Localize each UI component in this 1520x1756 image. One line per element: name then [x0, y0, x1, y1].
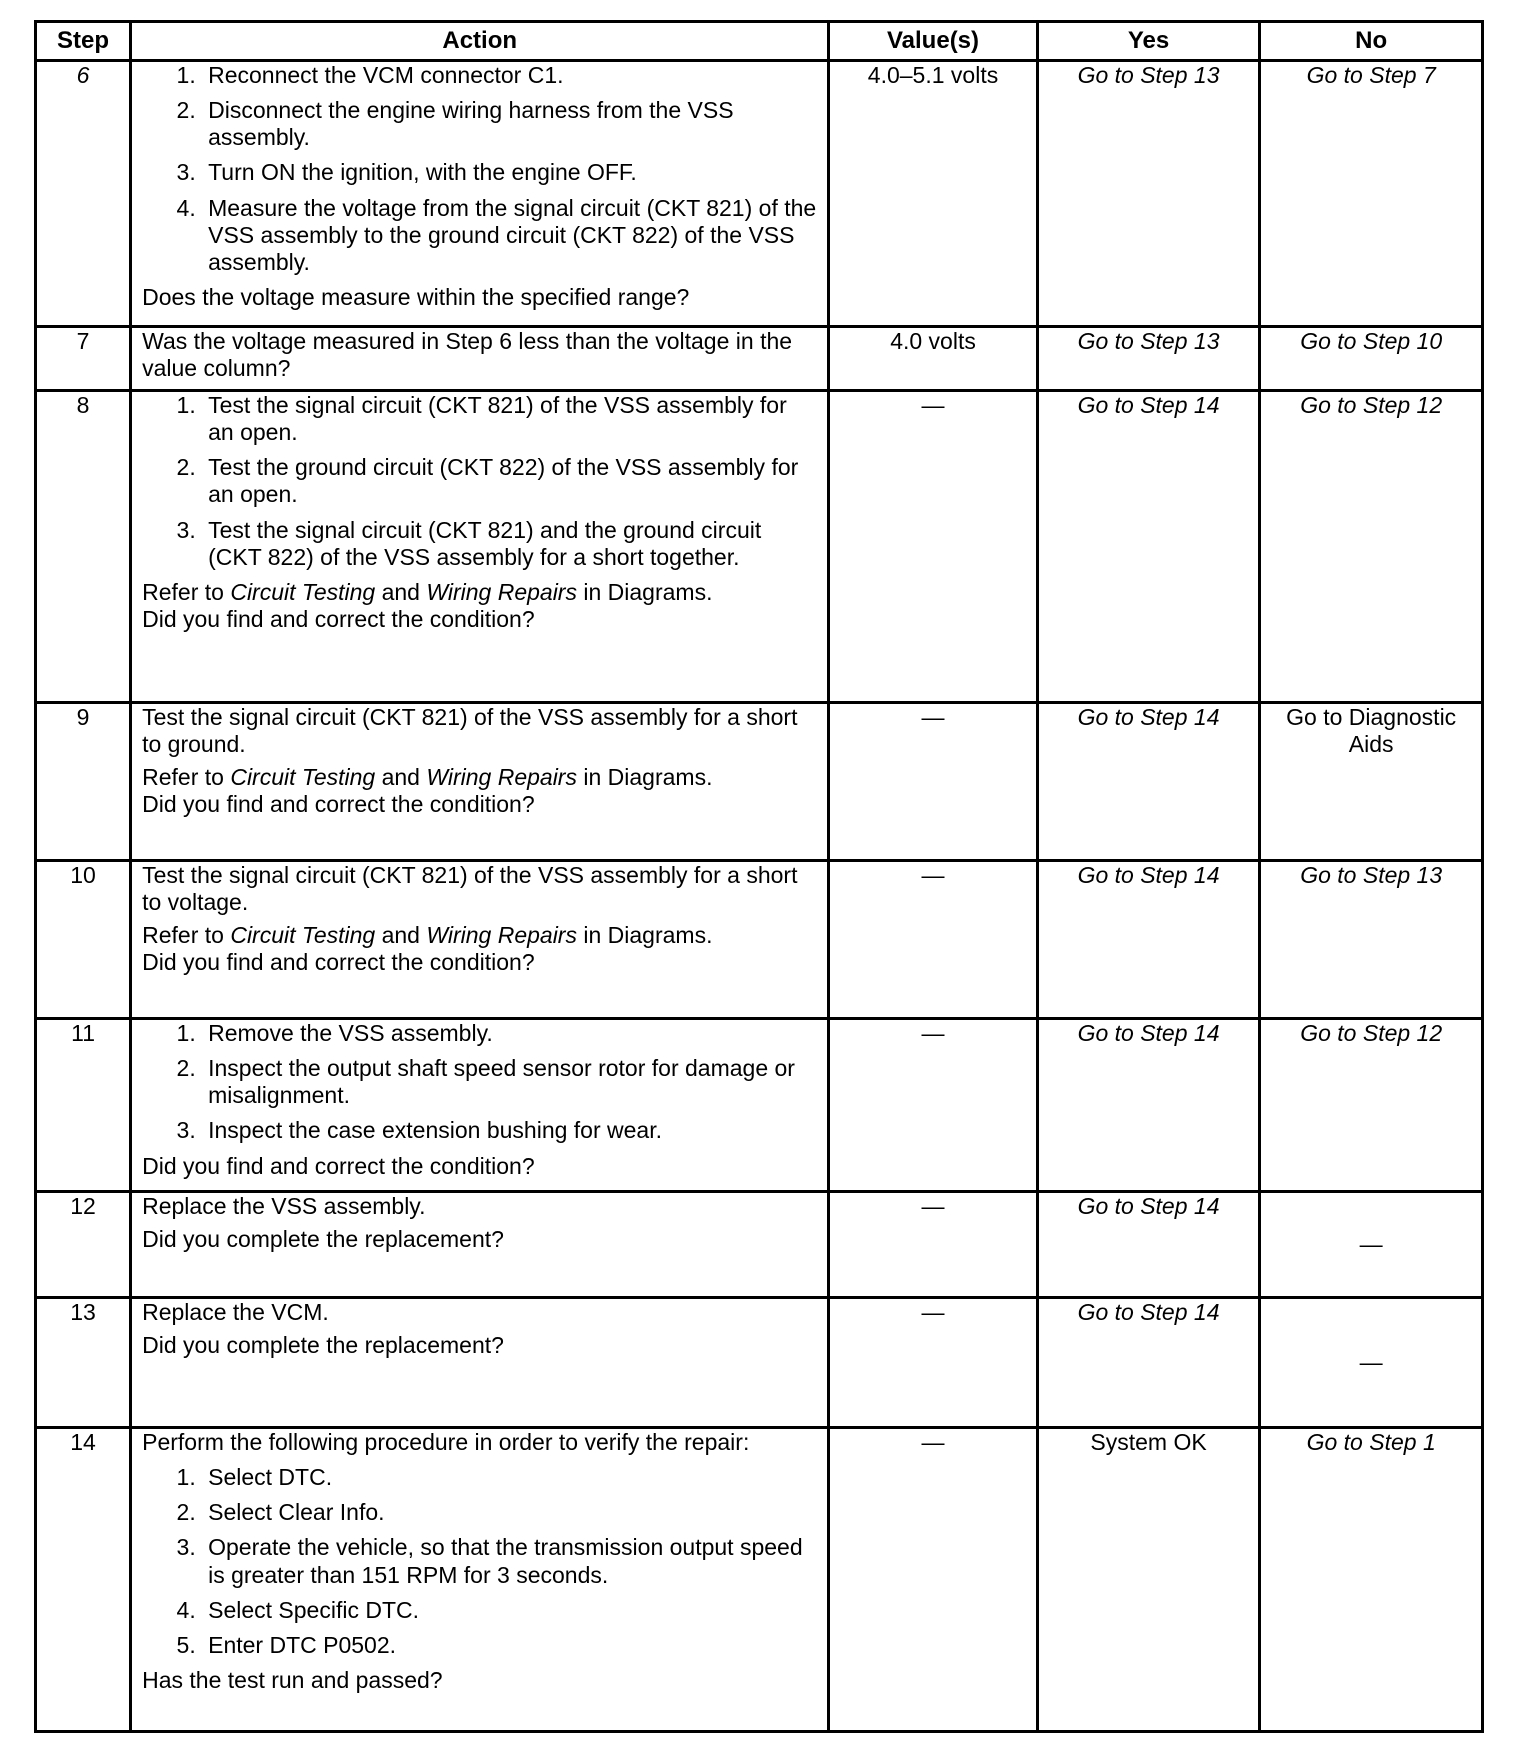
table-row-step-9: [36, 703, 1483, 861]
table-row-step-6: [36, 61, 1483, 327]
question: Did you complete the replacement?: [142, 1332, 504, 1359]
action-step: 1. Remove the VSS assembly.: [202, 1020, 817, 1047]
action-cell: [131, 1192, 829, 1298]
no-cell: —: [1260, 1192, 1483, 1298]
action-cell: [131, 1019, 829, 1192]
action-text: Test the signal circuit (CKT 821) of the VSS assembly for a short to ground.: [142, 704, 798, 758]
action-step: 3. Operate the vehicle, so that the transmission output speed is greater than 151 RPM for 3 seconds.: [202, 1534, 817, 1588]
no-cell: —: [1260, 1298, 1483, 1428]
action-step: 1. Reconnect the VCM connector C1.: [202, 62, 817, 89]
action-cell: [131, 391, 829, 703]
action-intro: Perform the following procedure in order to verify the repair:: [142, 1429, 750, 1455]
no-cell: Go to Diagnostic Aids: [1260, 703, 1483, 861]
no-cell: Go to Step 12: [1260, 391, 1483, 703]
action-cell: [131, 1428, 829, 1732]
no-cell: Go to Step 13: [1260, 861, 1483, 1019]
value-cell: 4.0 volts: [829, 327, 1037, 391]
table-row-step-11: [36, 1019, 1483, 1192]
reference-circuit-testing: Circuit Testing: [230, 578, 376, 605]
reference-text: Refer to Circuit Testing and Wiring Repairs in Diagrams.: [142, 764, 713, 791]
yes-cell: Go to Step 13: [1037, 327, 1260, 391]
action-text: Replace the VCM.: [142, 1299, 329, 1325]
yes-cell: Go to Step 14: [1037, 1192, 1260, 1298]
reference-circuit-testing: Circuit Testing: [230, 922, 376, 949]
action-step: 2. Inspect the output shaft speed sensor rotor for damage or misalignment.: [202, 1055, 817, 1109]
yes-cell: Go to Step 14: [1037, 861, 1260, 1019]
step-number: 10: [36, 861, 131, 1019]
reference-wiring-repairs: Wiring Repairs: [426, 578, 577, 605]
step-number: 14: [36, 1428, 131, 1732]
no-cell: Go to Step 10: [1260, 327, 1483, 391]
step-number: 6: [36, 61, 131, 327]
step-number: 11: [36, 1019, 131, 1192]
action-step: 4. Measure the voltage from the signal circuit (CKT 821) of the VSS assembly to the ground circuit (CKT 822) of the VSS assembly.: [202, 195, 817, 276]
header-values: Value(s): [829, 22, 1037, 61]
step-number: 8: [36, 391, 131, 703]
action-step: 2. Select Clear Info.: [202, 1499, 817, 1526]
reference-text: Refer to Circuit Testing and Wiring Repairs in Diagrams.: [142, 922, 713, 949]
header-step: Step: [36, 22, 131, 61]
table-row-step-14: [36, 1428, 1483, 1732]
value-cell: —: [829, 1428, 1037, 1732]
action-step: 1. Test the signal circuit (CKT 821) of the VSS assembly for an open.: [202, 392, 817, 446]
question: Did you find and correct the condition?: [142, 791, 535, 818]
table-row-step-10: [36, 861, 1483, 1019]
reference-wiring-repairs: Wiring Repairs: [426, 922, 577, 949]
action-cell: [131, 327, 829, 391]
value-cell: —: [829, 1192, 1037, 1298]
table-row-step-12: [36, 1192, 1483, 1298]
value-cell: —: [829, 861, 1037, 1019]
value-cell: 4.0–5.1 volts: [829, 61, 1037, 327]
action-cell: [131, 861, 829, 1019]
action-step: 2. Disconnect the engine wiring harness from the VSS assembly.: [202, 97, 817, 151]
action-cell: [131, 1298, 829, 1428]
no-cell: Go to Step 1: [1260, 1428, 1483, 1732]
no-cell: Go to Step 12: [1260, 1019, 1483, 1192]
table-row-step-7: [36, 327, 1483, 391]
yes-cell: Go to Step 14: [1037, 1298, 1260, 1428]
action-steps: [142, 392, 817, 571]
no-cell: Go to Step 7: [1260, 61, 1483, 327]
yes-cell: Go to Step 13: [1037, 61, 1260, 327]
yes-cell: Go to Step 14: [1037, 1019, 1260, 1192]
action-text: Was the voltage measured in Step 6 less than the voltage in the value column?: [142, 328, 793, 382]
value-cell: —: [829, 391, 1037, 703]
header-row: [36, 22, 1483, 61]
question: Did you find and correct the condition?: [142, 949, 535, 976]
reference-text: Refer to Circuit Testing and Wiring Repairs in Diagrams.: [142, 578, 713, 605]
action-step: 3. Test the signal circuit (CKT 821) and the ground circuit (CKT 822) of the VSS assembly for a short together.: [202, 517, 817, 571]
yes-cell: Go to Step 14: [1037, 391, 1260, 703]
action-step: 4. Select Specific DTC.: [202, 1597, 817, 1624]
value-cell: —: [829, 703, 1037, 861]
header-no: No: [1260, 22, 1483, 61]
action-cell: [131, 703, 829, 861]
table-row-step-8: [36, 391, 1483, 703]
action-step: 5. Enter DTC P0502.: [202, 1632, 817, 1659]
step-number: 13: [36, 1298, 131, 1428]
action-step: 1. Select DTC.: [202, 1464, 817, 1491]
action-steps: [142, 62, 817, 284]
step-number: 9: [36, 703, 131, 861]
step-number: 12: [36, 1192, 131, 1298]
yes-cell: Go to Step 14: [1037, 703, 1260, 861]
action-text: Test the signal circuit (CKT 821) of the VSS assembly for a short to voltage.: [142, 862, 798, 916]
step-number: 7: [36, 327, 131, 391]
action-step: 2. Test the ground circuit (CKT 822) of the VSS assembly for an open.: [202, 454, 817, 508]
question: Did you find and correct the condition?: [142, 1152, 535, 1179]
action-steps: [142, 1020, 817, 1153]
question: Does the voltage measure within the specified range?: [142, 283, 690, 310]
question: Did you complete the replacement?: [142, 1226, 504, 1253]
table-row-step-13: [36, 1298, 1483, 1428]
question: Has the test run and passed?: [142, 1666, 443, 1693]
action-step: 3. Turn ON the ignition, with the engine OFF.: [202, 159, 817, 186]
header-action: Action: [131, 22, 829, 61]
value-cell: —: [829, 1019, 1037, 1192]
action-cell: [131, 61, 829, 327]
action-text: Replace the VSS assembly.: [142, 1193, 426, 1219]
action-step: 3. Inspect the case extension bushing for wear.: [202, 1117, 817, 1144]
yes-cell: System OK: [1037, 1428, 1260, 1732]
action-steps: [142, 1464, 817, 1659]
reference-circuit-testing: Circuit Testing: [230, 764, 376, 791]
question: Did you find and correct the condition?: [142, 605, 535, 632]
header-yes: Yes: [1037, 22, 1260, 61]
reference-wiring-repairs: Wiring Repairs: [426, 764, 577, 791]
value-cell: —: [829, 1298, 1037, 1428]
diagnostic-table: [34, 20, 1484, 1733]
